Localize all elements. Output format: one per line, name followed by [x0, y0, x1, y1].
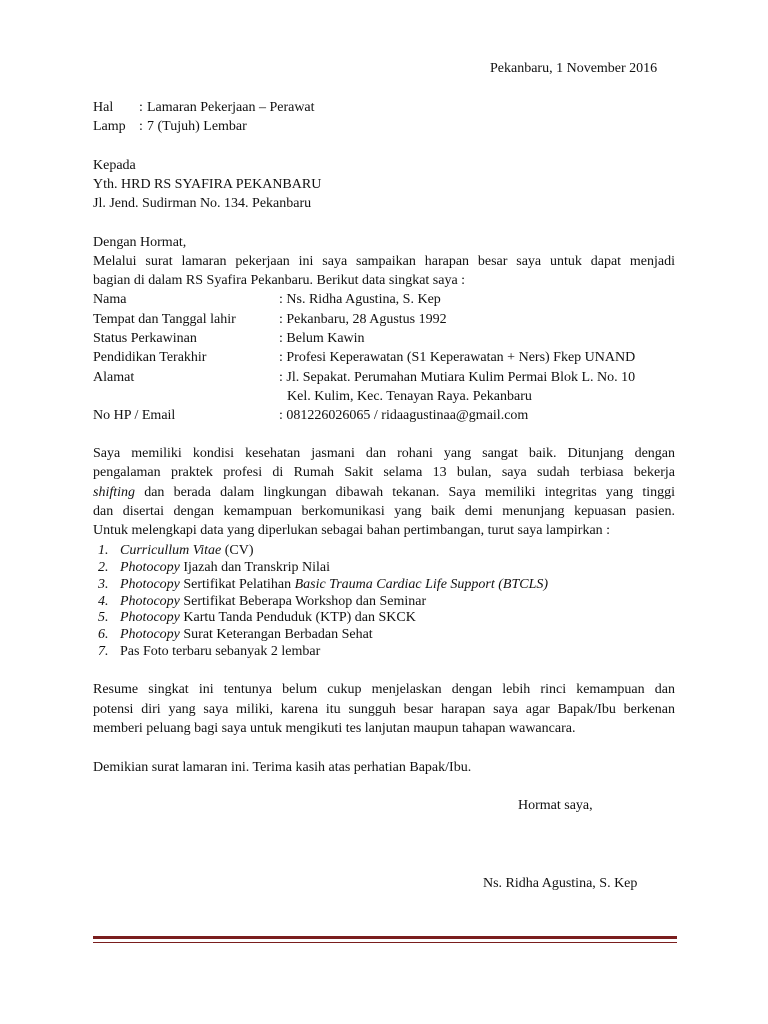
- subject-value: Lamaran Pekerjaan – Perawat: [147, 100, 315, 115]
- intro-line-2: bagian di dalam RS Syafira Pekanbaru. Berikut data singkat saya :: [93, 273, 466, 288]
- attachment-value: 7 (Tujuh) Lembar: [147, 119, 247, 134]
- data-value: : Pekanbaru, 28 Agustus 1992: [279, 312, 447, 327]
- body-p1-line-4: dan disertai dengan kemampuan berkomunikasi yang baik demi menunjang kepuasan pasien.: [93, 504, 675, 519]
- list-number: 1.: [98, 543, 109, 558]
- list-item: Photocopy Ijazah dan Transkrip Nilai: [120, 560, 330, 575]
- body-p1-line-3: shifting dan berada dalam lingkungan dibawah tekanan. Saya memiliki integritas yang tinggi: [93, 485, 675, 500]
- data-label: Status Perkawinan: [93, 331, 197, 346]
- data-label: Nama: [93, 292, 127, 307]
- body-p2-line-3: memberi peluang bagi saya untuk mengikuti tes lanjutan maupun tahapan wawancara.: [93, 721, 576, 736]
- recipient-address: Jl. Jend. Sudirman No. 134. Pekanbaru: [93, 196, 312, 211]
- recipient-name: Yth. HRD RS SYAFIRA PEKANBARU: [93, 177, 322, 192]
- data-value: : 081226026065 / ridaagustinaa@gmail.com: [279, 408, 529, 423]
- list-item: Photocopy Sertifikat Beberapa Workshop dan Seminar: [120, 594, 427, 609]
- date-line: Pekanbaru, 1 November 2016: [490, 61, 658, 76]
- list-item: Photocopy Sertifikat Pelatihan Basic Trauma Cardiac Life Support (BTCLS): [120, 577, 549, 592]
- body-p1-line-2: pengalaman praktek profesi di Rumah Sakit selama 13 bulan, saya sudah terbiasa bekerja: [93, 465, 675, 480]
- list-number: 7.: [98, 644, 109, 659]
- data-label: Alamat: [93, 370, 135, 385]
- body-p2-line-2: potensi diri yang saya miliki, karena itu sungguh besar harapan saya agar Bapak/Ibu berkenan: [93, 702, 675, 717]
- intro-line-1: Melalui surat lamaran pekerjaan ini saya sampaikan harapan besar saya untuk dapat menjadi: [93, 254, 675, 269]
- list-item: Curricullum Vitae (CV): [120, 543, 254, 558]
- list-number: 4.: [98, 594, 109, 609]
- footer-rule-thick: [93, 936, 677, 939]
- closing-sentence: Demikian surat lamaran ini. Terima kasih atas perhatian Bapak/Ibu.: [93, 760, 472, 775]
- subject-sep: :: [139, 100, 143, 115]
- data-label: No HP / Email: [93, 408, 176, 423]
- list-number: 3.: [98, 577, 109, 592]
- body-p1-line-1: Saya memiliki kondisi kesehatan jasmani dan rohani yang sangat baik. Ditunjang dengan: [93, 446, 675, 461]
- list-item: Photocopy Surat Keterangan Berbadan Sehat: [120, 627, 373, 642]
- data-value: : Belum Kawin: [279, 331, 365, 346]
- subject-label: Hal: [93, 100, 114, 115]
- attachment-sep: :: [139, 119, 143, 134]
- body-p1-line-5: Untuk melengkapi data yang diperlukan sebagai bahan pertimbangan, turut saya lampirkan :: [93, 523, 611, 538]
- data-value: : Jl. Sepakat. Perumahan Mutiara Kulim Permai Blok L. No. 10: [279, 370, 636, 385]
- list-number: 2.: [98, 560, 109, 575]
- list-item: Photocopy Kartu Tanda Penduduk (KTP) dan SKCK: [120, 610, 416, 625]
- data-value: : Profesi Keperawatan (S1 Keperawatan + Ners) Fkep UNAND: [279, 350, 636, 365]
- footer-rule-thin: [93, 942, 677, 943]
- data-value-continued: Kel. Kulim, Kec. Tenayan Raya. Pekanbaru: [287, 389, 532, 404]
- signer-name: Ns. Ridha Agustina, S. Kep: [483, 876, 638, 891]
- attachment-label: Lamp: [93, 119, 126, 134]
- data-value: : Ns. Ridha Agustina, S. Kep: [279, 292, 441, 307]
- data-label: Tempat dan Tanggal lahir: [93, 312, 236, 327]
- body-p2-line-1: Resume singkat ini tentunya belum cukup menjelaskan dengan lebih rinci kemampuan dan: [93, 682, 675, 697]
- recipient-to: Kepada: [93, 158, 136, 173]
- list-item: Pas Foto terbaru sebanyak 2 lembar: [120, 644, 321, 659]
- sign-off: Hormat saya,: [518, 798, 593, 813]
- data-label: Pendidikan Terakhir: [93, 350, 207, 365]
- list-number: 5.: [98, 610, 109, 625]
- list-number: 6.: [98, 627, 109, 642]
- italic-term: shifting: [93, 485, 136, 500]
- greeting: Dengan Hormat,: [93, 235, 187, 250]
